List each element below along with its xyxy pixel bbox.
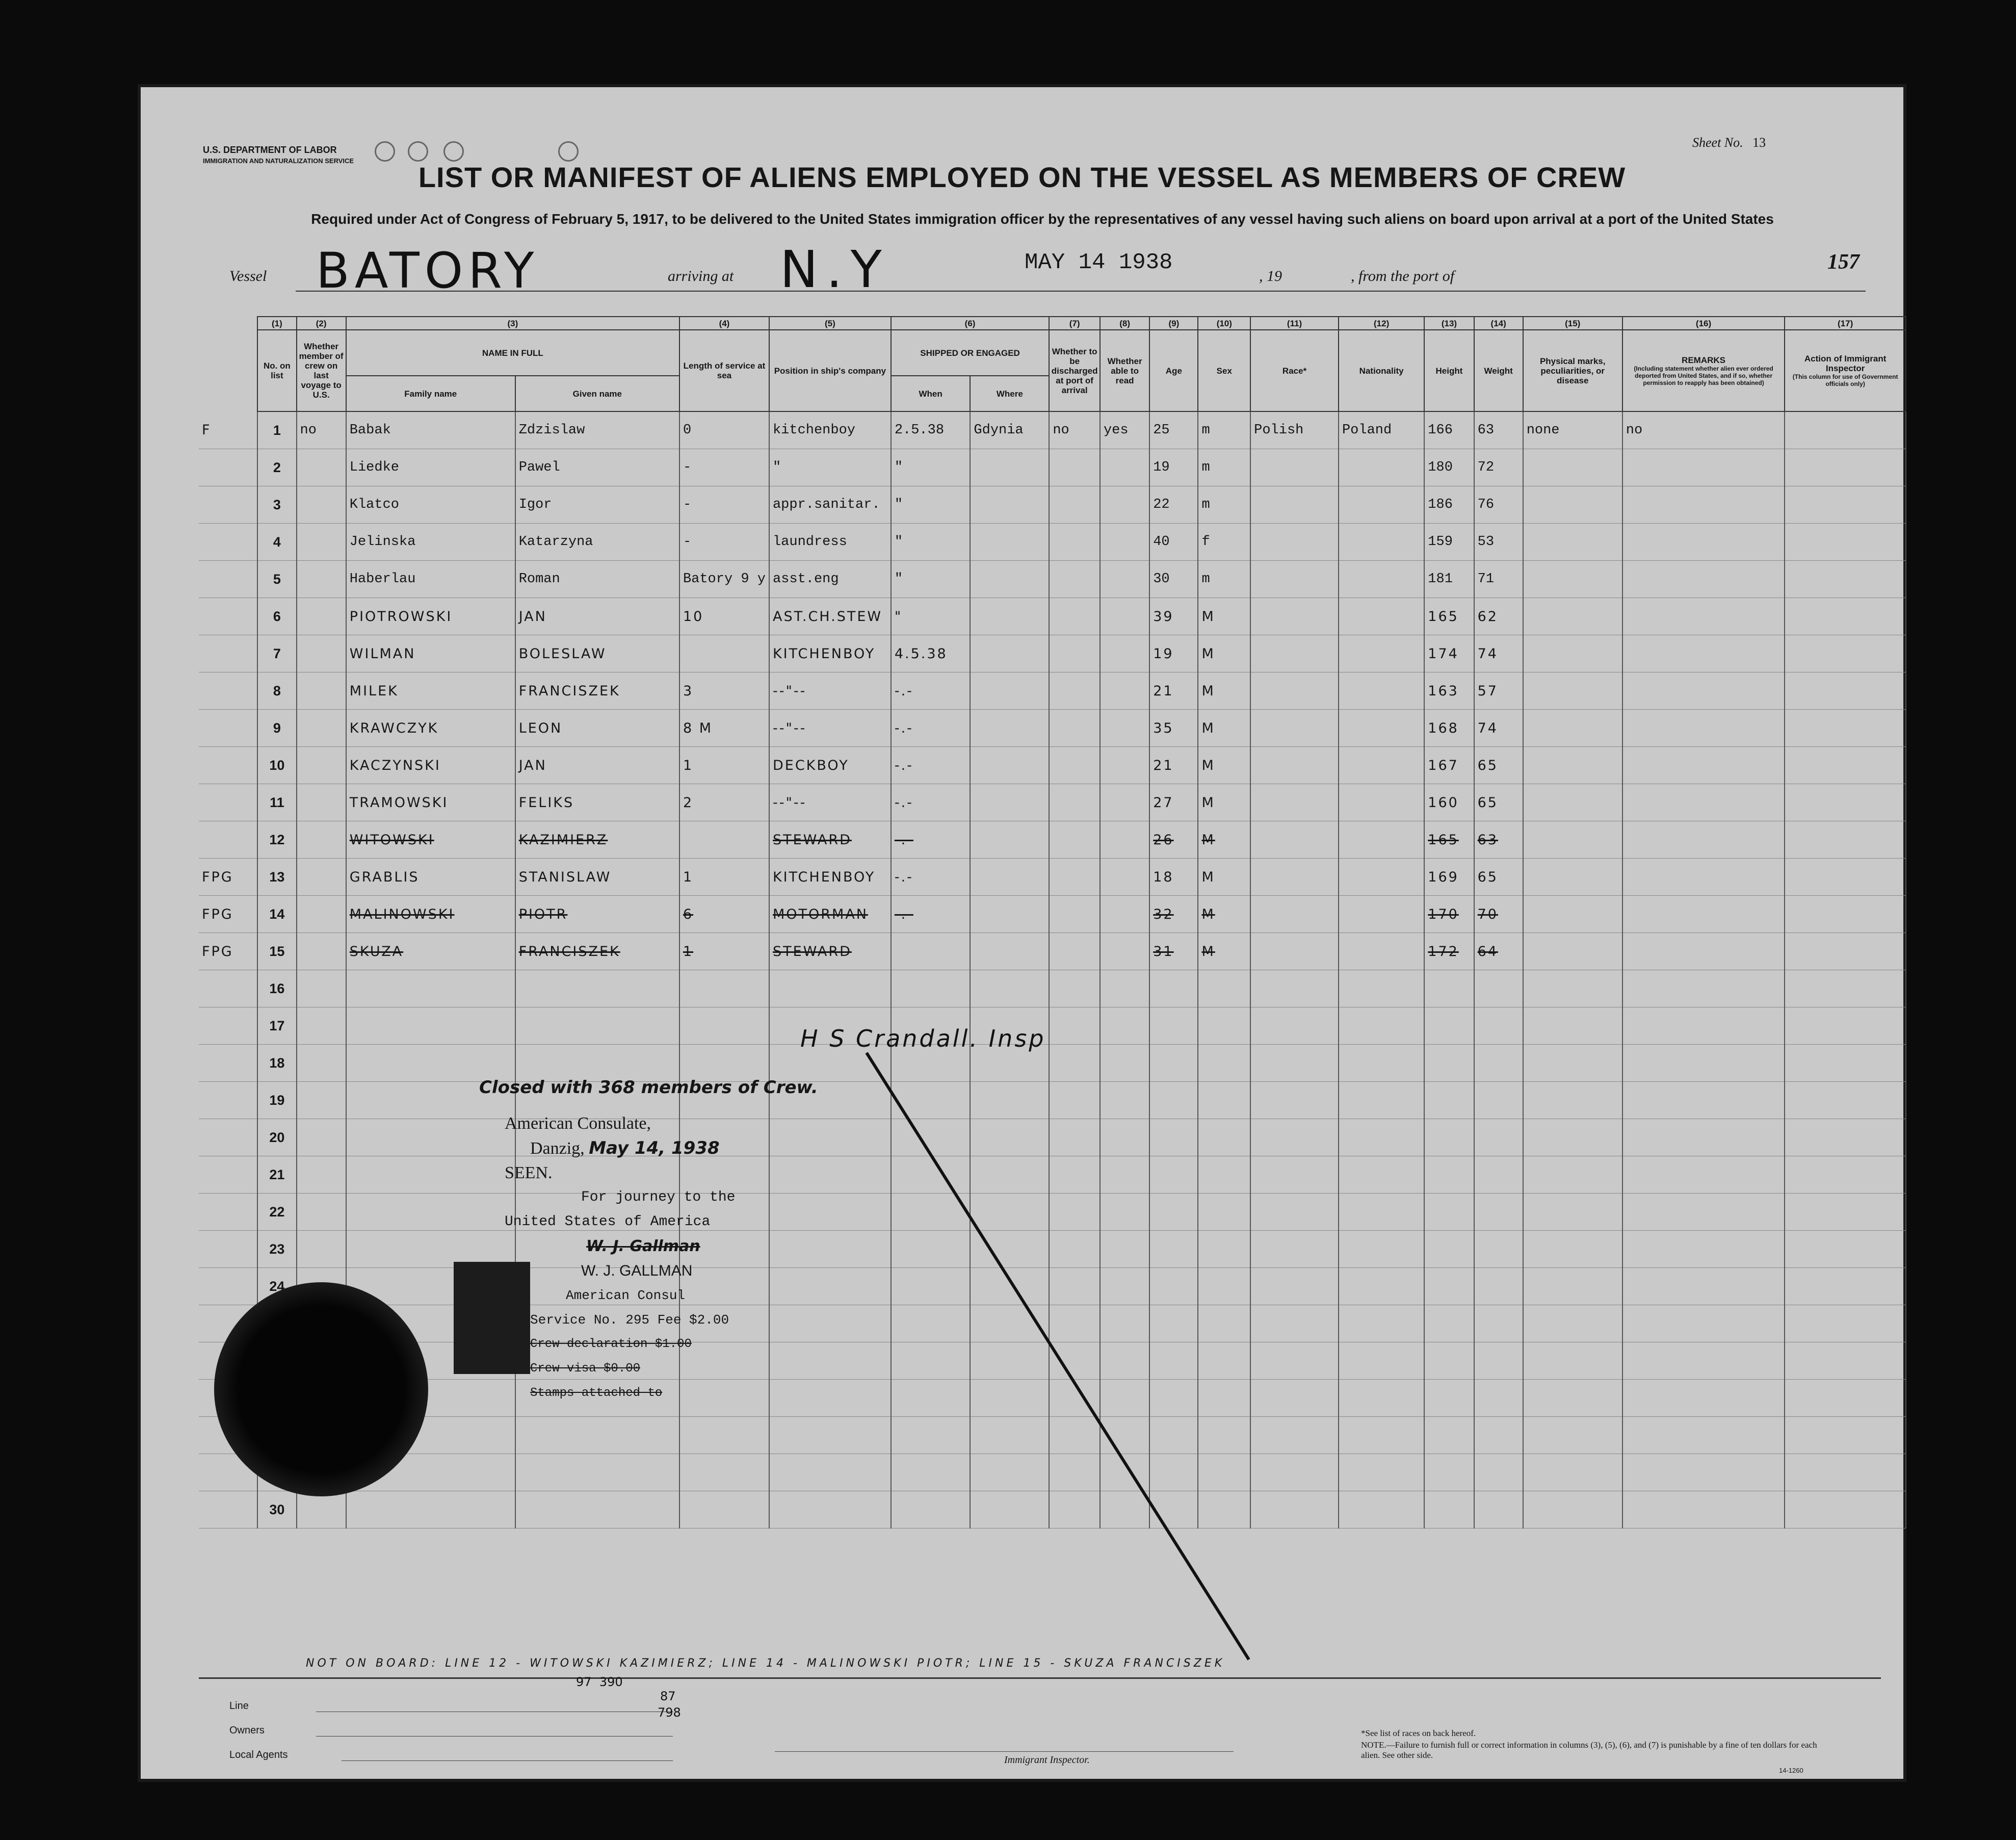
inspector-label: Immigrant Inspector.: [1004, 1754, 1090, 1766]
family-name: MILEK: [346, 672, 515, 710]
row-number: 20: [257, 1119, 296, 1156]
sex: M: [1198, 635, 1250, 672]
col-num: (13): [1424, 317, 1474, 330]
position: AST.CH.STEW: [769, 598, 891, 635]
remarks: no: [1622, 411, 1785, 449]
height: 165: [1424, 821, 1474, 859]
age: 19: [1149, 635, 1198, 672]
inspector-rule: [775, 1751, 1234, 1752]
service-number: Service No. 295 Fee $2.00: [530, 1312, 729, 1328]
service-length: 1: [679, 859, 769, 896]
row-number: 14: [257, 896, 296, 933]
sheet-number-value: 13: [1752, 135, 1766, 150]
footer-calc-1: 97 390: [576, 1675, 623, 1689]
col-inspector-label: Action of Immigrant Inspector: [1804, 354, 1887, 373]
punch-hole: [443, 141, 464, 162]
shipped-where: Gdynia: [970, 411, 1049, 449]
col-num: (12): [1339, 317, 1424, 330]
consulate-date: May 14, 1938: [589, 1138, 720, 1158]
footer-line-label: Line: [229, 1700, 249, 1712]
col-no-on-list: No. on list: [257, 330, 296, 411]
col-num: (16): [1622, 317, 1785, 330]
row-number: 30: [257, 1491, 296, 1528]
sheet-number-label: Sheet No.: [1692, 135, 1743, 150]
col-family-name: Family name: [346, 376, 515, 411]
height: 172: [1424, 933, 1474, 970]
weight: 74: [1474, 710, 1523, 747]
consul-title: American Consul: [566, 1288, 686, 1303]
given-name: JAN: [515, 747, 679, 784]
col-shipped: SHIPPED OR ENGAGED: [891, 330, 1049, 376]
position: laundress: [769, 524, 891, 561]
shipped-when: -.-: [891, 821, 971, 859]
position: --"--: [769, 672, 891, 710]
discharged: no: [1049, 411, 1100, 449]
service-length: 0: [679, 411, 769, 449]
closed-note: Closed with 368 members of Crew.: [479, 1077, 818, 1098]
service-length: 1: [679, 747, 769, 784]
col-when: When: [891, 376, 971, 411]
service-length: 8 M: [679, 710, 769, 747]
shipped-when: -.-: [891, 710, 971, 747]
port-label: , from the port of: [1351, 268, 1455, 284]
sex: M: [1198, 672, 1250, 710]
punch-hole: [558, 141, 579, 162]
row-number: 7: [257, 635, 296, 672]
form-number: 14-1260: [1779, 1767, 1803, 1774]
service-length: -: [679, 486, 769, 524]
fine-note: NOTE.—Failure to furnish full or correct information in columns (3), (5), (6), and (7) is punishable by a fine of ten dollars for each alien. See other side.: [1361, 1740, 1817, 1760]
row-number: 2: [257, 449, 296, 486]
col-length-service: Length of service at sea: [679, 330, 769, 411]
height: 159: [1424, 524, 1474, 561]
col-where: Where: [970, 376, 1049, 411]
row-number: 10: [257, 747, 296, 784]
row-number: 9: [257, 710, 296, 747]
sex: M: [1198, 821, 1250, 859]
given-name: Katarzyna: [515, 524, 679, 561]
row-number: 15: [257, 933, 296, 970]
age: 35: [1149, 710, 1198, 747]
row-number: 19: [257, 1082, 296, 1119]
given-name: FRANCISZEK: [515, 933, 679, 970]
row-number: 4: [257, 524, 296, 561]
family-name: TRAMOWSKI: [346, 784, 515, 821]
col-height: Height: [1424, 330, 1474, 411]
col-position: Position in ship's company: [769, 330, 891, 411]
weight: 64: [1474, 933, 1523, 970]
consulate-journey1: For journey to the: [581, 1189, 736, 1205]
col-remarks-note: (Including statement whether alien ever ordered deported from United States, and if so, whether permission to reapply has been obtained): [1634, 365, 1773, 386]
row-number: 17: [257, 1007, 296, 1045]
family-name: Klatco: [346, 486, 515, 524]
family-name: KRAWCZYK: [346, 710, 515, 747]
age: 32: [1149, 896, 1198, 933]
col-discharged: Whether to be discharged at port of arrival: [1049, 330, 1100, 411]
col-remarks-label: REMARKS: [1682, 355, 1725, 365]
family-name: GRABLIS: [346, 859, 515, 896]
height: 160: [1424, 784, 1474, 821]
position: KITCHENBOY: [769, 859, 891, 896]
weight: 70: [1474, 896, 1523, 933]
weight: 57: [1474, 672, 1523, 710]
height: 167: [1424, 747, 1474, 784]
footer-agents-rule: [342, 1760, 673, 1761]
shipped-when: ": [891, 486, 971, 524]
consulate-journey2: United States of America: [505, 1214, 711, 1230]
sex: m: [1198, 561, 1250, 598]
arriving-port: N.Y: [780, 240, 890, 299]
col-race: Race*: [1250, 330, 1339, 411]
position: DECKBOY: [769, 747, 891, 784]
race: Polish: [1250, 411, 1339, 449]
row-number: 18: [257, 1045, 296, 1082]
date-stamp: MAY 14 1938: [1025, 250, 1173, 275]
family-name: Haberlau: [346, 561, 515, 598]
col-num: (9): [1149, 317, 1198, 330]
service-length: -: [679, 524, 769, 561]
sex: m: [1198, 449, 1250, 486]
age: 22: [1149, 486, 1198, 524]
family-name: SKUZA: [346, 933, 515, 970]
shipped-when: -.-: [891, 747, 971, 784]
given-name: LEON: [515, 710, 679, 747]
position: STEWARD: [769, 821, 891, 859]
col-nationality: Nationality: [1339, 330, 1424, 411]
row-number: 24: [257, 1268, 296, 1305]
col-num: (4): [679, 317, 769, 330]
family-name: PIOTROWSKI: [346, 598, 515, 635]
shipped-when: -.-: [891, 672, 971, 710]
shipped-when: 4.5.38: [891, 635, 971, 672]
shipped-when: -.-: [891, 896, 971, 933]
row-number: 11: [257, 784, 296, 821]
weight: 71: [1474, 561, 1523, 598]
given-name: JAN: [515, 598, 679, 635]
service-length: 2: [679, 784, 769, 821]
service-length: 3: [679, 672, 769, 710]
age: 31: [1149, 933, 1198, 970]
given-name: FELIKS: [515, 784, 679, 821]
shipped-when: ": [891, 449, 971, 486]
year-label: , 19: [1259, 268, 1282, 284]
consul-signature: W. J. Gallman: [586, 1237, 700, 1255]
agency-name: U.S. DEPARTMENT OF LABOR: [203, 145, 337, 155]
requirement-text: Required under Act of Congress of February 5, 1917, to be delivered to the United States immigration officer by the representatives of any vessel having such aliens on board upon arrival at a port of the United States: [311, 211, 1774, 227]
punch-hole: [375, 141, 395, 162]
vessel-label: Vessel: [229, 268, 267, 284]
row-number: 23: [257, 1231, 296, 1268]
height: 181: [1424, 561, 1474, 598]
height: 186: [1424, 486, 1474, 524]
footer-calc-2: 87: [660, 1689, 676, 1703]
family-name: WILMAN: [346, 635, 515, 672]
col-given-name: Given name: [515, 376, 679, 411]
margin-mark: FPG: [199, 933, 257, 970]
age: 21: [1149, 747, 1198, 784]
height: 165: [1424, 598, 1474, 635]
sex: M: [1198, 747, 1250, 784]
row-number: 21: [257, 1156, 296, 1194]
col-num: (5): [769, 317, 891, 330]
sex: M: [1198, 710, 1250, 747]
position: --"--: [769, 710, 891, 747]
consulate-line1: American Consulate,: [505, 1114, 651, 1133]
not-on-board-note: NOT ON BOARD: LINE 12 - WITOWSKI KAZIMIERZ; LINE 14 - MALINOWSKI PIOTR; LINE 15 - SKUZA FRANCISZEK: [306, 1657, 1225, 1670]
consulate-seen: SEEN.: [505, 1163, 553, 1182]
position: asst.eng: [769, 561, 891, 598]
weight: 74: [1474, 635, 1523, 672]
consul-name: W. J. GALLMAN: [581, 1262, 693, 1279]
physical-marks: none: [1523, 411, 1622, 449]
nationality: Poland: [1339, 411, 1424, 449]
col-sex: Sex: [1198, 330, 1250, 411]
family-name: Jelinska: [346, 524, 515, 561]
height: 174: [1424, 635, 1474, 672]
weight: 63: [1474, 821, 1523, 859]
col-inspector-note: (This column for use of Government officials only): [1792, 373, 1898, 387]
sex: M: [1198, 598, 1250, 635]
height: 168: [1424, 710, 1474, 747]
family-name: MALINOWSKI: [346, 896, 515, 933]
last-voyage: no: [297, 411, 346, 449]
weight: 72: [1474, 449, 1523, 486]
crossed-fee-3: Stamps attached to: [530, 1386, 663, 1400]
col-read: Whether able to read: [1100, 330, 1149, 411]
given-name: Pawel: [515, 449, 679, 486]
crossed-fee-2: Crew visa $0.00: [530, 1362, 641, 1376]
height: 163: [1424, 672, 1474, 710]
sex: M: [1198, 896, 1250, 933]
shipped-when: ": [891, 561, 971, 598]
footer-divider: [199, 1677, 1881, 1679]
col-num: (1): [257, 317, 296, 330]
height: 169: [1424, 859, 1474, 896]
row-number: 8: [257, 672, 296, 710]
col-num: (6): [891, 317, 1049, 330]
age: 25: [1149, 411, 1198, 449]
given-name: PIOTR: [515, 896, 679, 933]
vessel-name: BATORY: [316, 242, 539, 299]
weight: 76: [1474, 486, 1523, 524]
family-name: KACZYNSKI: [346, 747, 515, 784]
sex: M: [1198, 859, 1250, 896]
position: KITCHENBOY: [769, 635, 891, 672]
age: 26: [1149, 821, 1198, 859]
col-last-voyage: Whether member of crew on last voyage to U.S.: [297, 330, 346, 411]
position: --"--: [769, 784, 891, 821]
shipped-when: 2.5.38: [891, 411, 971, 449]
age: 19: [1149, 449, 1198, 486]
age: 27: [1149, 784, 1198, 821]
shipped-when: -.-: [891, 784, 971, 821]
given-name: Zdzislaw: [515, 411, 679, 449]
inspector-signature: H S Crandall. Insp: [800, 1025, 1046, 1052]
given-name: BOLESLAW: [515, 635, 679, 672]
height: 170: [1424, 896, 1474, 933]
age: 40: [1149, 524, 1198, 561]
family-name: Babak: [346, 411, 515, 449]
col-num: (14): [1474, 317, 1523, 330]
row-number: 16: [257, 970, 296, 1007]
family-name: WITOWSKI: [346, 821, 515, 859]
age: 30: [1149, 561, 1198, 598]
consulate-city: Danzig,: [530, 1139, 585, 1158]
service-length: 6: [679, 896, 769, 933]
sex: f: [1198, 524, 1250, 561]
given-name: STANISLAW: [515, 859, 679, 896]
shipped-when: -.-: [891, 859, 971, 896]
col-num: (3): [346, 317, 679, 330]
age: 39: [1149, 598, 1198, 635]
row-number: 1: [257, 411, 296, 449]
manifest-sheet: [138, 84, 1906, 1782]
weight: 65: [1474, 747, 1523, 784]
col-num: (8): [1100, 317, 1149, 330]
footer-owners-rule: [316, 1736, 673, 1737]
col-name-in-full: NAME IN FULL: [346, 330, 679, 376]
page-number: 157: [1827, 250, 1860, 274]
footer-calc-3: 798: [658, 1705, 681, 1720]
given-name: FRANCISZEK: [515, 672, 679, 710]
age: 21: [1149, 672, 1198, 710]
service-length: -: [679, 449, 769, 486]
col-age: Age: [1149, 330, 1198, 411]
row-number: 13: [257, 859, 296, 896]
sex: m: [1198, 486, 1250, 524]
punch-hole: [408, 141, 428, 162]
col-num: (15): [1523, 317, 1622, 330]
page-title: LIST OR MANIFEST OF ALIENS EMPLOYED ON THE VESSEL AS MEMBERS OF CREW: [418, 161, 1626, 193]
weight: 53: [1474, 524, 1523, 561]
col-weight: Weight: [1474, 330, 1523, 411]
service-length: Batory 9 y: [679, 561, 769, 598]
footer-owners-label: Owners: [229, 1725, 265, 1736]
height: 180: [1424, 449, 1474, 486]
position: STEWARD: [769, 933, 891, 970]
arriving-label: arriving at: [668, 268, 734, 284]
margin-mark: F: [199, 411, 257, 449]
family-name: Liedke: [346, 449, 515, 486]
row-number: 3: [257, 486, 296, 524]
able-to-read: yes: [1100, 411, 1149, 449]
col-num: (7): [1049, 317, 1100, 330]
shipped-when: ": [891, 598, 971, 635]
footer-agents-label: Local Agents: [229, 1749, 288, 1760]
age: 18: [1149, 859, 1198, 896]
given-name: Roman: [515, 561, 679, 598]
height: 166: [1424, 411, 1474, 449]
weight: 65: [1474, 784, 1523, 821]
given-name: KAZIMIERZ: [515, 821, 679, 859]
sex: M: [1198, 784, 1250, 821]
service-length: 1: [679, 933, 769, 970]
service-name: IMMIGRATION AND NATURALIZATION SERVICE: [203, 157, 354, 165]
crossed-fee-1: Crew declaration $1.00: [530, 1337, 692, 1351]
sex: M: [1198, 933, 1250, 970]
races-note: *See list of races on back hereof.: [1361, 1728, 1476, 1738]
col-num: (11): [1250, 317, 1339, 330]
weight: 62: [1474, 598, 1523, 635]
given-name: Igor: [515, 486, 679, 524]
sex: m: [1198, 411, 1250, 449]
cancel-line: [138, 84, 1906, 1782]
position: kitchenboy: [769, 411, 891, 449]
row-number: 22: [257, 1194, 296, 1231]
col-num: (2): [297, 317, 346, 330]
weight: 63: [1474, 411, 1523, 449]
shipped-when: ": [891, 524, 971, 561]
position: ": [769, 449, 891, 486]
col-num: (10): [1198, 317, 1250, 330]
position: MOTORMAN: [769, 896, 891, 933]
col-physical-marks: Physical marks, peculiarities, or disease: [1523, 330, 1622, 411]
row-number: 12: [257, 821, 296, 859]
service-length: 10: [679, 598, 769, 635]
weight: 65: [1474, 859, 1523, 896]
col-num: (17): [1785, 317, 1906, 330]
margin-mark: FPG: [199, 896, 257, 933]
margin-mark: FPG: [199, 859, 257, 896]
row-number: 5: [257, 561, 296, 598]
position: appr.sanitar.: [769, 486, 891, 524]
row-number: 6: [257, 598, 296, 635]
